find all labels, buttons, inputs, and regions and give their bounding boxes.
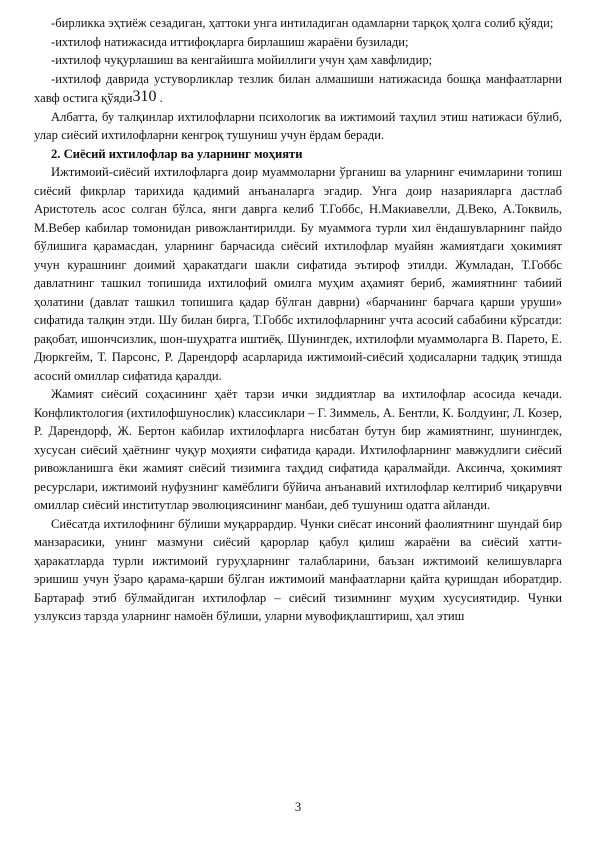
paragraph: Жамият сиёсий соҳасининг ҳаёт тарзи ички зиддиятлар ва ихтилофлар асосида кечади. Конфликтология (ихтилофшунослик) классиклари – Г. Зиммель, А. Бентли, К. Болдуинг, Л. Козер, Р. Дарендорф, Ж. Бертон кабилар ихтилофларга нисбатан бутун бир жамиятнинг, шунингдек, хусусан сиёсий ҳаётнинг чуқур моҳияти сифатида қаради. Ихтилофларнинг мавжудлиги сиёсий ривожланишга ёки жамият сиёсий тизимига таҳдид сифатида қаралмайди. Аксинча, ҳокимият ресурслари, ижтимоий нуфузнинг камёблиги бўйича анъанавий ихтилофлар келтириб чиқарувчи омиллар сиёсий институтлар эволюциясининг манбаи, деб тушуниш одатга айланди. <box>34 387 562 512</box>
list-item: -бирликка эҳтиёж сезадиган, ҳаттоки унга интиладиган одамларни тарқоқ ҳолга солиб қўяди; <box>51 16 554 30</box>
paragraph: Сиёсатда ихтилофнинг бўлиши муқаррардир. Чунки сиёсат инсоний фаолиятнинг шундай бир манзарасики, унинг мазмуни сиёсий қарорлар қабул қилиш жараёни ва сиёсий хатти-ҳаракатларда турли ижтимоий гуруҳларнинг талабларини, баъзан ижтимоий келишувларга эришиш учун ўзаро қарама-қарши бўлган ижтимоий манфаатларни қайта қуришдан иборатдир. Бартараф этиб бўлмайдиган ихтилофлар – сиёсий тизимнинг муҳим хусусиятидир. Чунки узлуксиз тарзда уларнинг намоён бўлиши, уларни мувофиқлаштириш, ҳал этиш <box>34 516 562 623</box>
paragraph: Албатта, бу талқинлар ихтилофларни психологик ва ижтимоий таҳлил этиш натижаси бўлиб, улар сиёсий ихтилофларни кенгроқ тушуниш учун ёрдам беради. <box>34 109 562 142</box>
paragraph: Ижтимоий-сиёсий ихтилофларга доир муаммоларни ўрганиш ва уларнинг ечимларини топиш сиёсий фикрлар тарихида қадимий анъаналарга эгадир. Унга доир назарияларга дастлаб Аристотель асос солган бўлса, янги даврга келиб Т.Гоббс, Н.Макиавелли, Д.Веко, А.Токвиль, М.Вебер кабилар томонидан ривожлантирилди. Бу муаммога турли хил ёндашувларнинг пайдо бўлишига қарамасдан, уларнинг барчасида сиёсий ихтилофлар муайян жамиятдаги ҳокимият учун курашнинг доимий ҳаракатдаги шакли сифатида эътироф этилди. Жумладан, Т.Гоббс давлатнинг ташкил топишида ихтилофий омилга муҳим аҳамият бериб, жамиятнинг табиий ҳолатини (давлат ташкил топишига қадар бўлган даврни) «барчанинг барчага қарши уруши» сифатида талқин этди. Шу билан бирга, Т.Гоббс ихтилофларнинг учта асосий сабабини кўрсатди: рақобат, ишончсизлик, шон-шуҳратга иштиёқ. Шунингдек, ихтилофли муаммоларга В. Парето, Е. Дюркгейм, Т. Парсонс, Р. Дарендорф асарларида ижтимоий-сиёсий ҳодисаларни тадқиқ этишда асосий омиллар сифатида қаралди. <box>34 165 562 383</box>
list-item: -ихтилоф даврида устуворликлар тезлик билан алмашиши натижасида бошқа манфаатларни хавф остига қўяди310 . <box>34 71 562 105</box>
document-body <box>34 14 562 626</box>
page-number: 3 <box>294 800 302 814</box>
section-heading: 2. Сиёсий ихтилофлар ва уларнинг моҳияти <box>51 146 303 161</box>
list-item: -ихтилоф чуқурлашиш ва кенгайишга мойиллиги учун ҳам хавфлидир; <box>51 53 433 67</box>
list-item: -ихтилоф натижасида иттифоқларга бирлашиш жараёни бузилади; <box>51 34 409 49</box>
footnote-ref[interactable]: 310 <box>132 88 157 105</box>
